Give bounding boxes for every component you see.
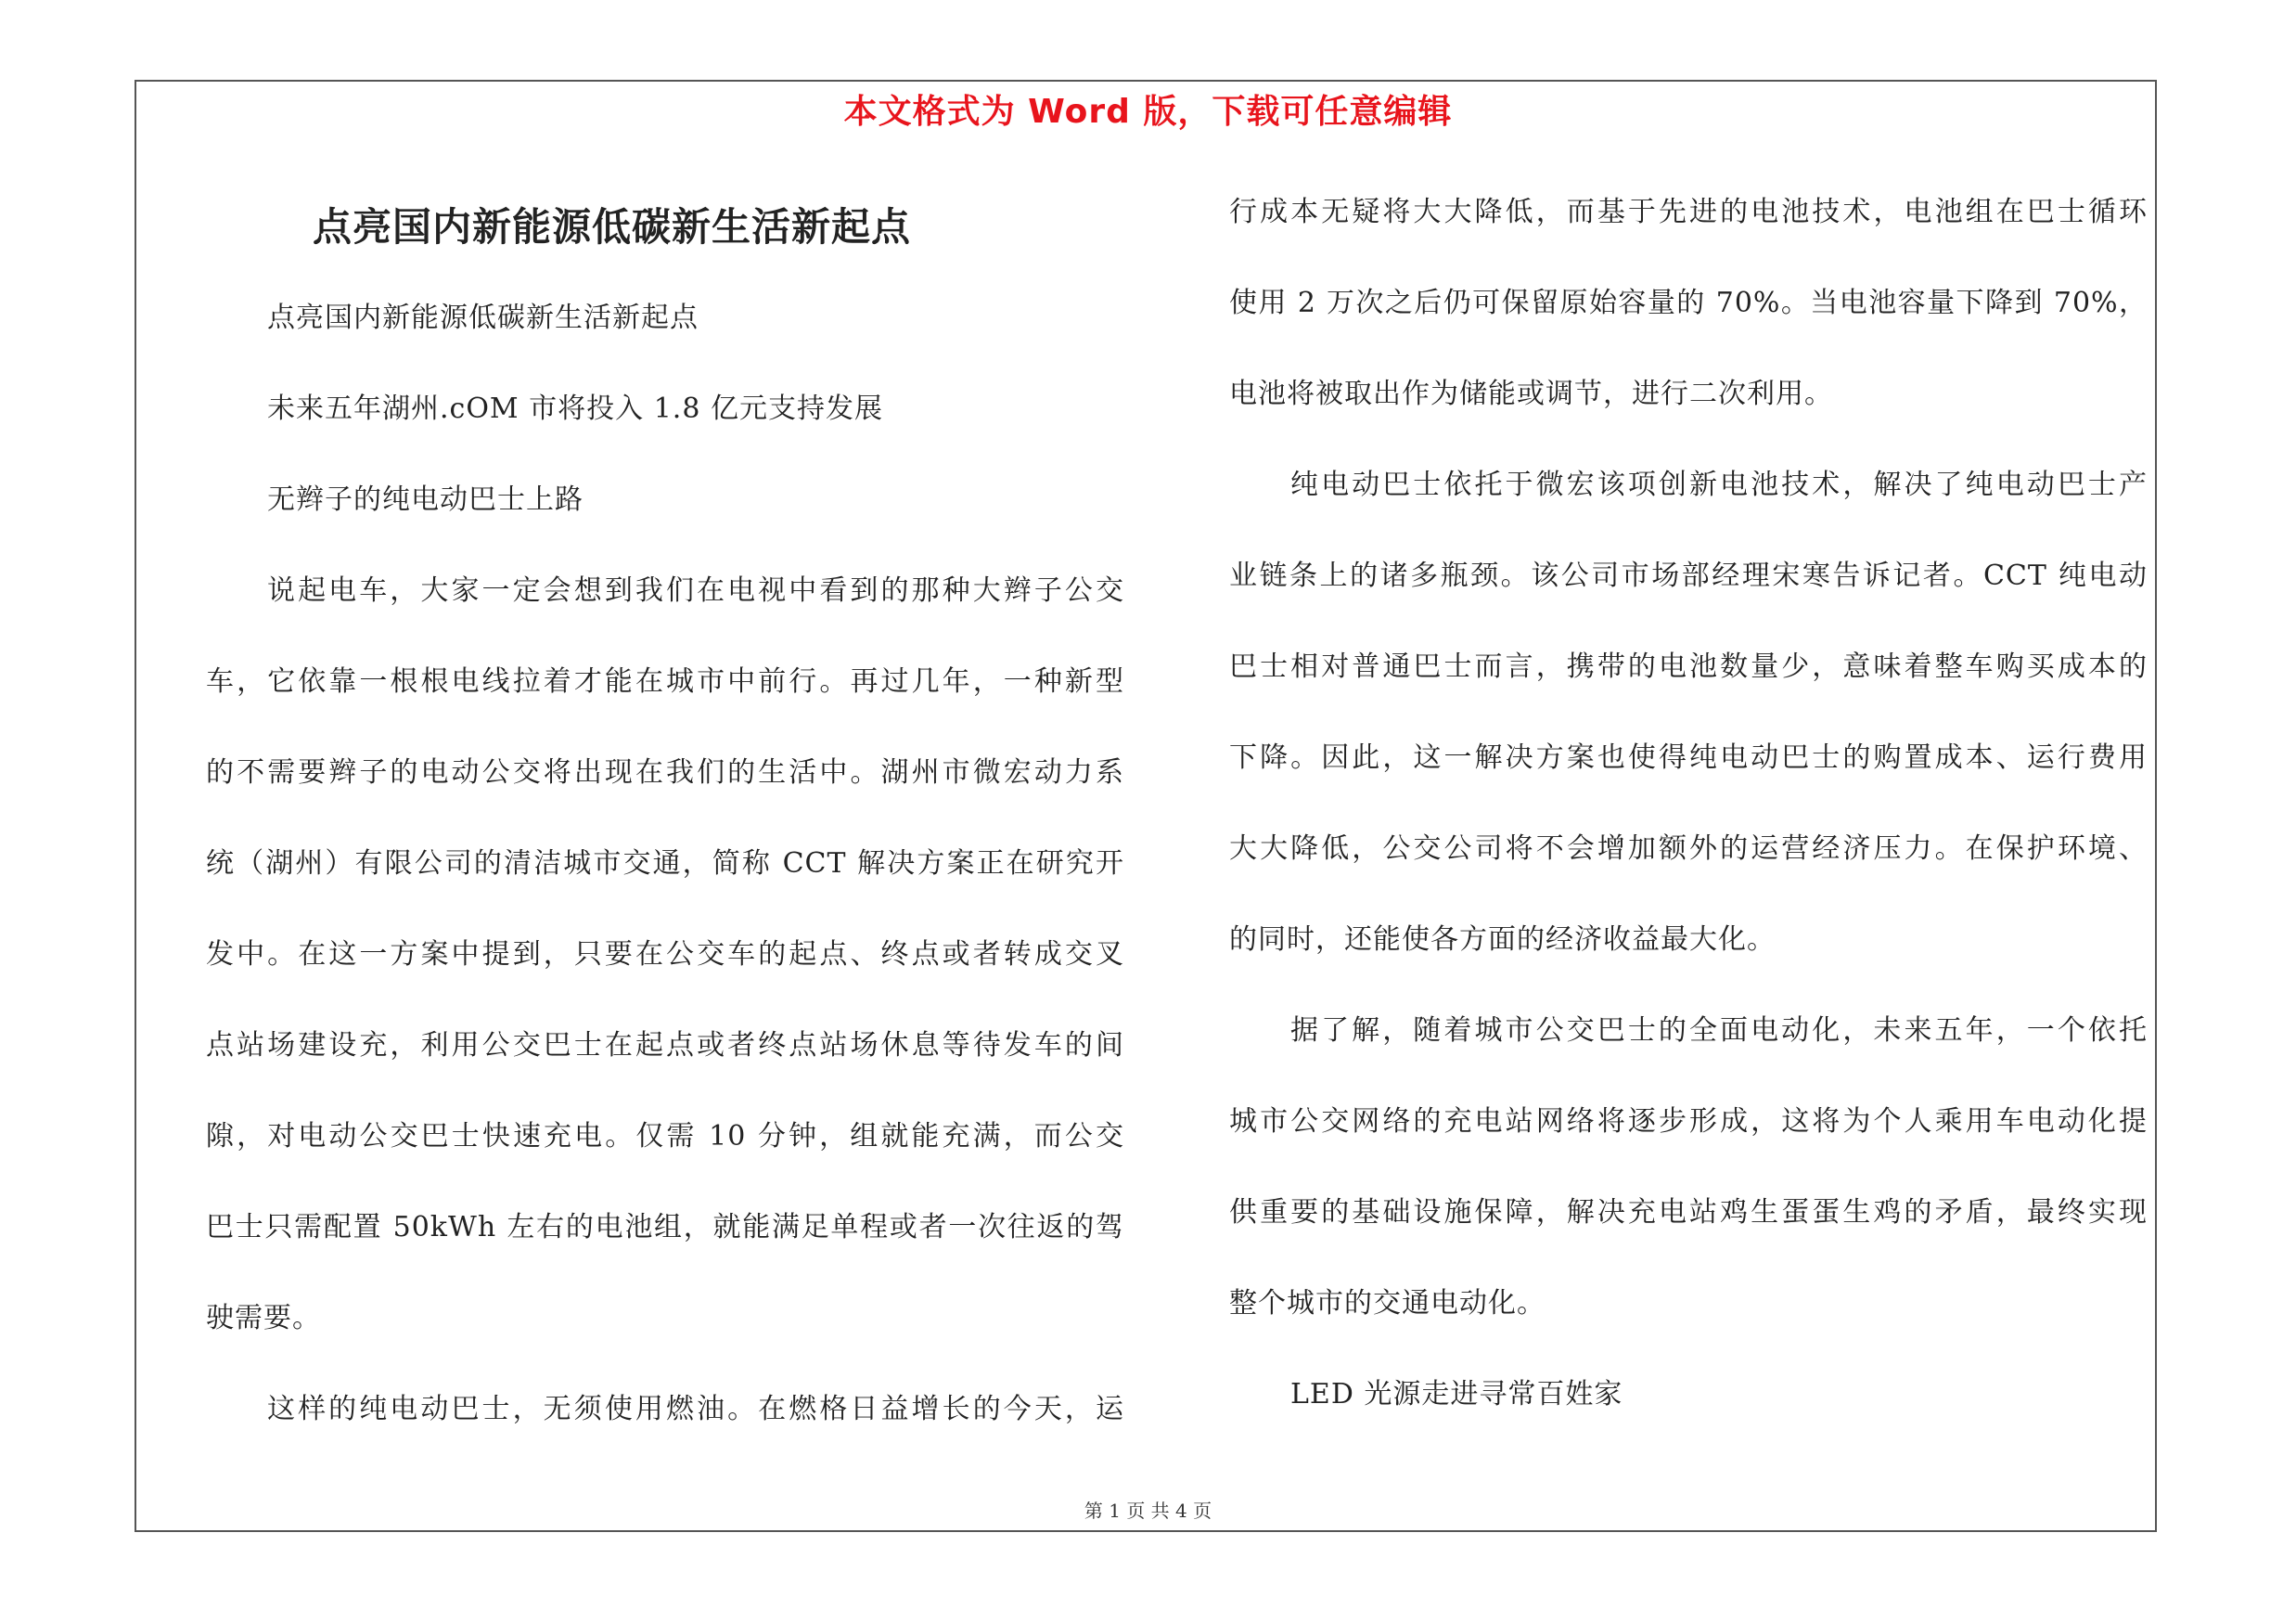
text-line: 无辫子的纯电动巴士上路	[267, 483, 584, 516]
page-number-footer: 第 1 页 共 4 页	[1084, 1500, 1212, 1522]
text-line: 业链条上的诸多瓶颈。该公司市场部经理宋寒告诉记者。CCT 纯电动	[1229, 560, 2148, 592]
text-line: 巴士只需配置 50kWh 左右的电池组，就能满足单程或者一次往返的驾	[206, 1211, 1124, 1243]
text-line: 整个城市的交通电动化。	[1229, 1287, 1546, 1320]
right-column-body	[1229, 167, 2148, 1440]
text-line: 据了解，随着城市公交巴士的全面电动化，未来五年，一个依托	[1290, 1014, 2148, 1047]
text-line: 说起电车，大家一定会想到我们在电视中看到的那种大辫子公交	[267, 574, 1124, 607]
left-column	[206, 182, 1124, 1455]
text-line: LED 光源走进寻常百姓家	[1290, 1378, 1623, 1410]
text-line: 发中。在这一方案中提到，只要在公交车的起点、终点或者转成交叉	[206, 938, 1124, 971]
right-column	[1229, 167, 2148, 1440]
text-line: 隙，对电动公交巴士快速充电。仅需 10 分钟，组就能充满，而公交	[206, 1120, 1124, 1153]
text-line: 下降。因此，这一解决方案也使得纯电动巴士的购置成本、运行费用	[1229, 741, 2148, 774]
text-line: 使用 2 万次之后仍可保留原始容量的 70%。当电池容量下降到 70%，	[1229, 287, 2148, 319]
text-line: 点亮国内新能源低碳新生活新起点	[267, 302, 699, 334]
format-banner: 本文格式为 Word 版，下载可任意编辑	[843, 93, 1453, 131]
text-line: 供重要的基础设施保障，解决充电站鸡生蛋蛋生鸡的矛盾，最终实现	[1229, 1196, 2148, 1229]
text-line: 行成本无疑将大大降低，而基于先进的电池技术，电池组在巴士循环	[1229, 196, 2148, 228]
document-title: 点亮国内新能源低碳新生活新起点	[313, 204, 912, 250]
text-line: 大大降低，公交公司将不会增加额外的运营经济压力。在保护环境、	[1229, 832, 2148, 865]
text-line: 电池将被取出作为储能或调节，进行二次利用。	[1229, 378, 1833, 410]
text-line: 驶需要。	[206, 1302, 321, 1334]
text-line: 这样的纯电动巴士，无须使用燃油。在燃格日益增长的今天，运	[267, 1393, 1124, 1425]
text-line: 巴士相对普通巴士而言，携带的电池数量少，意味着整车购买成本的	[1229, 650, 2148, 683]
text-line: 统（湖州）有限公司的清洁城市交通，简称 CCT 解决方案正在研究开	[206, 847, 1124, 880]
text-line: 的同时，还能使各方面的经济收益最大化。	[1229, 923, 1776, 956]
text-line: 纯电动巴士依托于微宏该项创新电池技术，解决了纯电动巴士产	[1290, 469, 2148, 501]
text-line: 未来五年湖州.cOM 市将投入 1.8 亿元支持发展	[267, 393, 883, 425]
text-line: 车，它依靠一根根电线拉着才能在城市中前行。再过几年，一种新型	[206, 665, 1124, 698]
text-line: 的不需要辫子的电动公交将出现在我们的生活中。湖州市微宏动力系	[206, 756, 1124, 789]
text-line: 城市公交网络的充电站网络将逐步形成，这将为个人乘用车电动化提	[1229, 1105, 2148, 1138]
left-column-body	[206, 273, 1124, 1455]
text-line: 点站场建设充，利用公交巴士在起点或者终点站场休息等待发车的间	[206, 1029, 1124, 1062]
